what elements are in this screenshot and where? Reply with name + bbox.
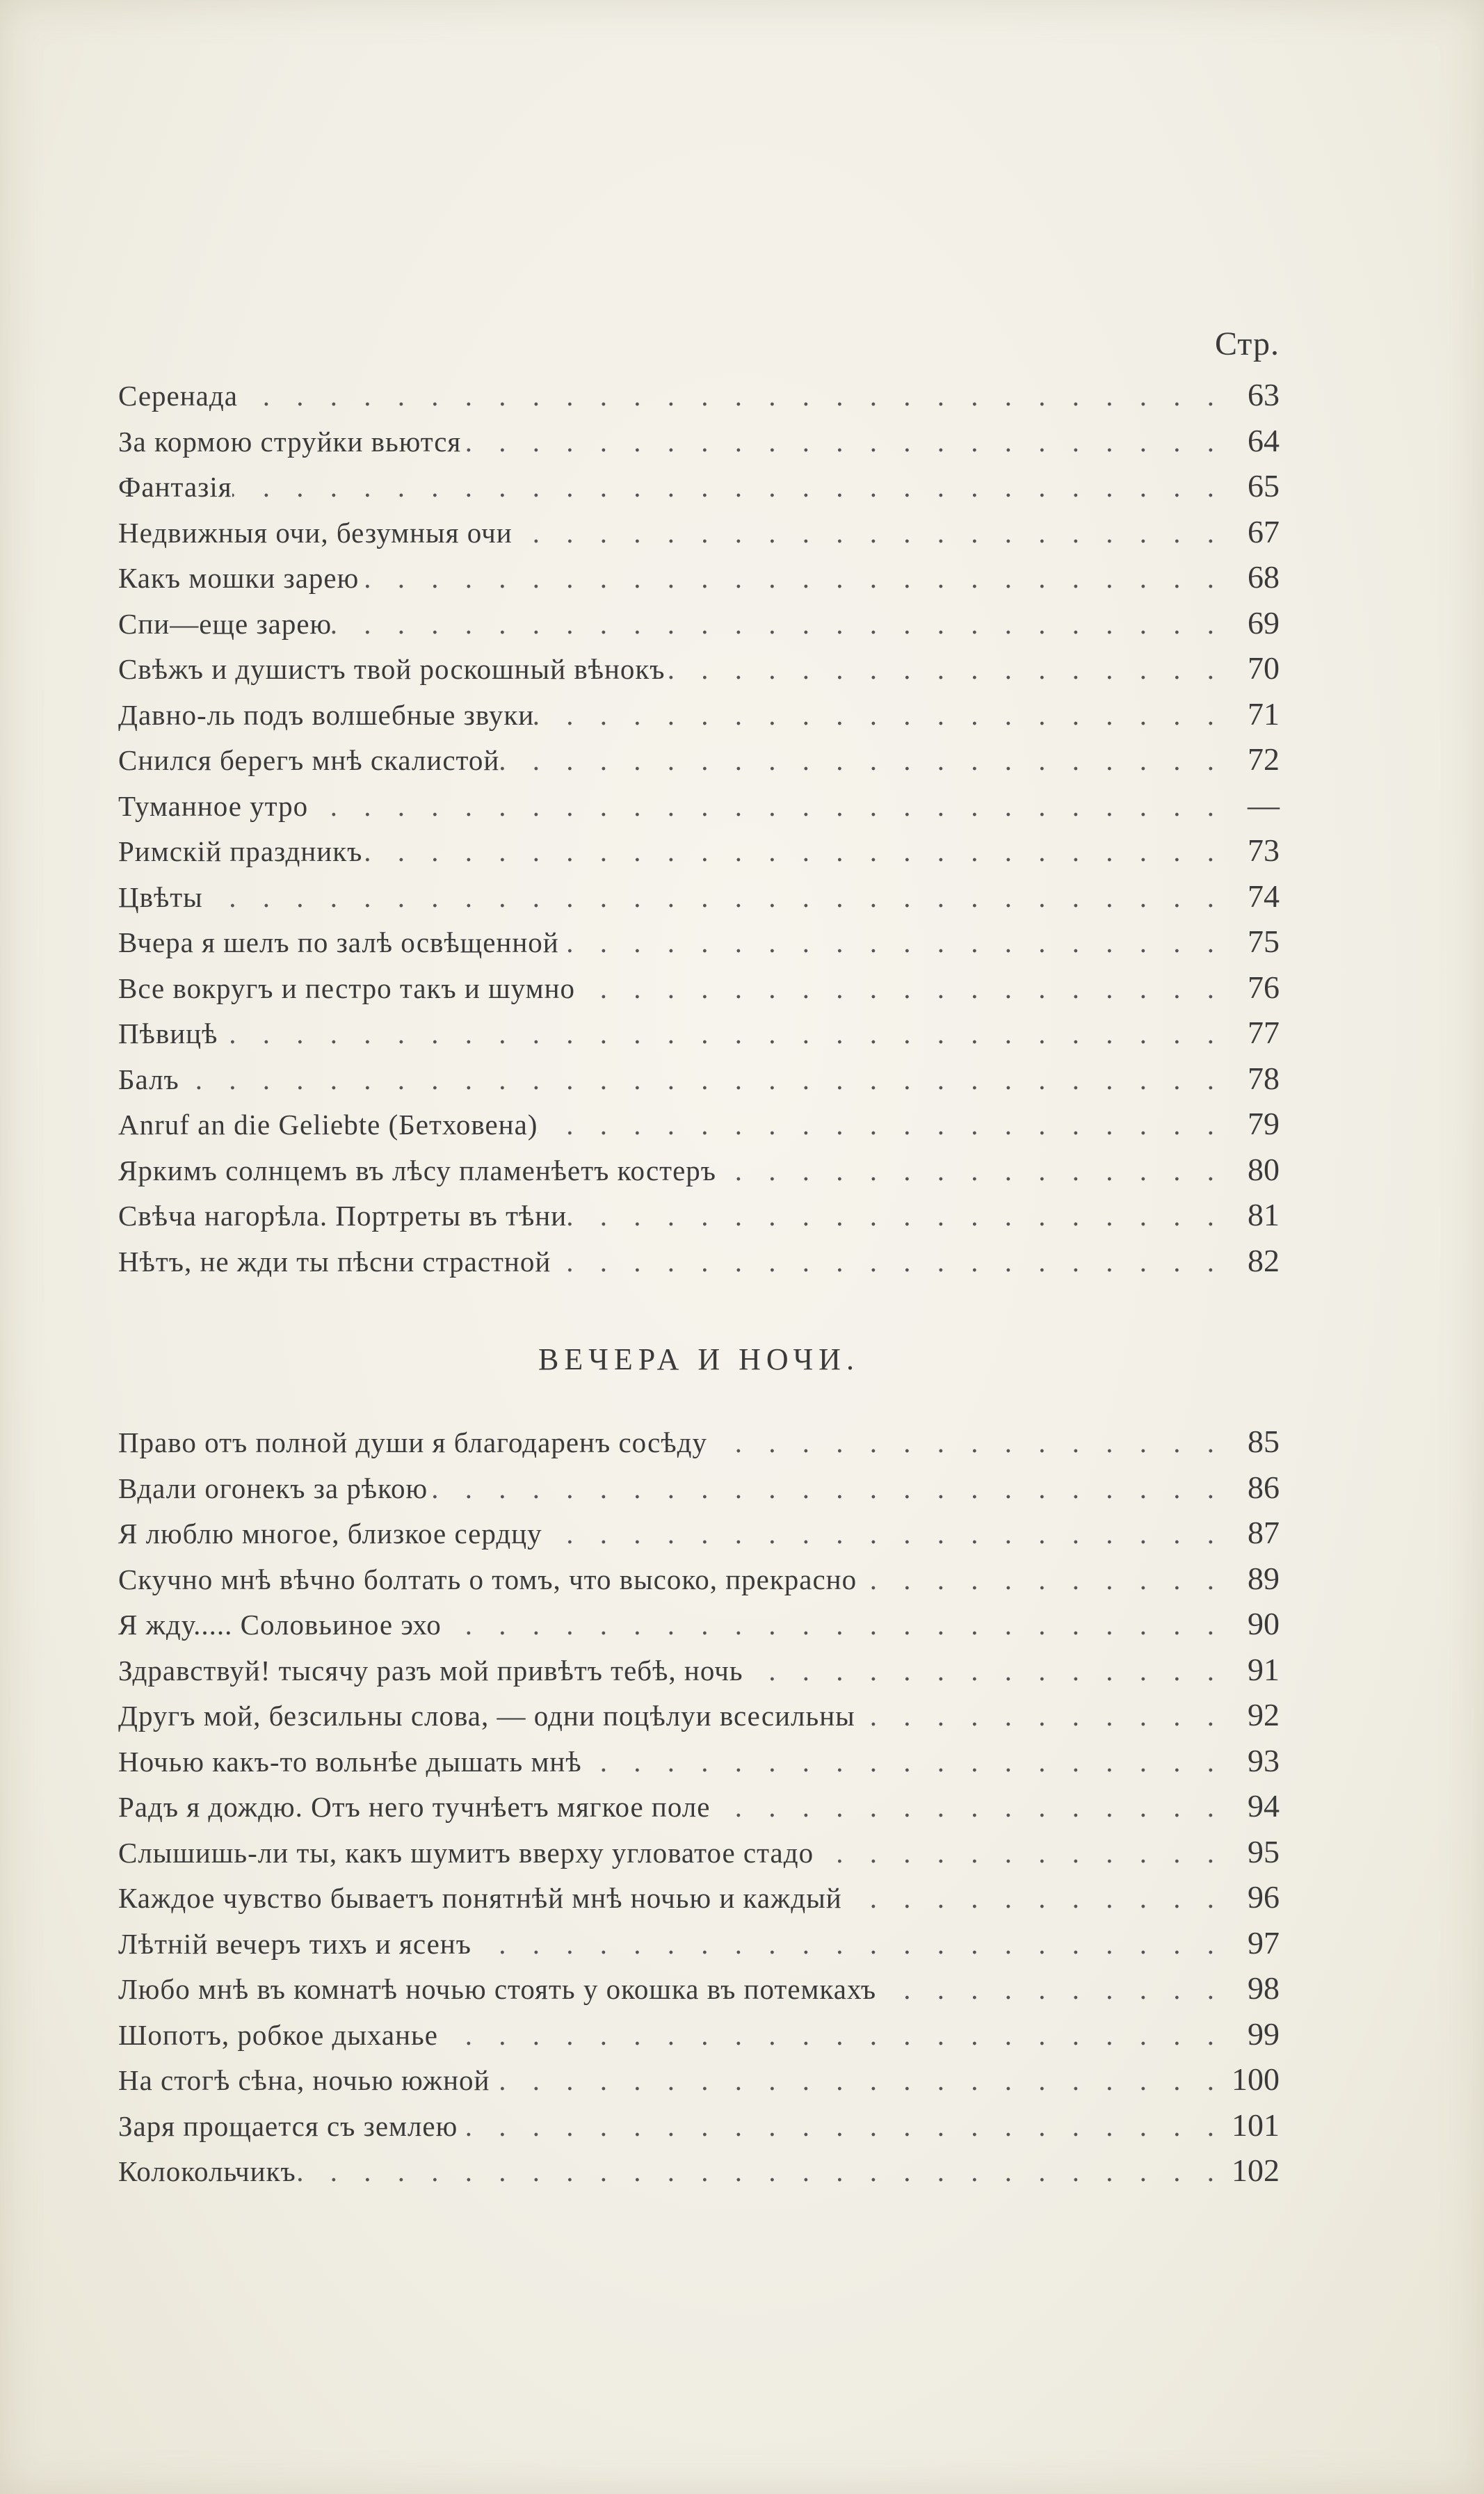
toc-entry <box>118 1829 1280 1875</box>
toc-entry <box>118 1783 1280 1829</box>
entry-title: За кормою струйки вьются <box>118 425 462 458</box>
toc-entry <box>118 965 1280 1011</box>
entry-title: Я люблю многое, близкое сердцу <box>118 1518 542 1550</box>
toc-entry <box>118 418 1280 464</box>
toc-entry <box>118 1601 1280 1647</box>
entry-title: Вдали огонекъ за рѣкою <box>118 1472 428 1504</box>
dot-leader <box>461 419 1231 465</box>
dot-leader <box>359 556 1231 602</box>
entry-title: Туманное утро <box>118 789 309 822</box>
dot-leader <box>438 2013 1231 2059</box>
dot-leader <box>575 966 1231 1012</box>
dot-leader <box>551 1239 1231 1285</box>
dot-leader <box>534 693 1231 739</box>
entry-page-number: 101 <box>1232 2107 1280 2143</box>
toc-entry <box>118 509 1280 555</box>
entry-title: Нѣтъ, не жди ты пѣсни страстной <box>118 1245 551 1278</box>
entry-page-number: 94 <box>1248 1788 1280 1824</box>
dot-leader <box>814 1831 1231 1876</box>
entry-title: Давно-ль подъ волшебные звуки <box>118 698 535 731</box>
entry-page-number: 67 <box>1248 513 1280 549</box>
toc-entry <box>118 1101 1280 1147</box>
entry-page-number: 100 <box>1232 2061 1280 2097</box>
entry-title: Спи—еще зарею <box>118 607 332 640</box>
toc-entry <box>118 2148 1280 2194</box>
dot-leader <box>308 784 1231 830</box>
entry-title: Скучно мнѣ вѣчно болтать о томъ, что высоко, прекрасно <box>118 1563 857 1595</box>
dot-leader <box>855 1693 1231 1739</box>
dot-leader <box>362 829 1231 875</box>
entry-page-number: 102 <box>1232 2153 1280 2188</box>
entry-page-number: 75 <box>1248 924 1280 959</box>
entry-page-number: 93 <box>1248 1742 1280 1778</box>
toc-entry <box>118 1647 1280 1693</box>
toc-entry <box>118 600 1280 646</box>
dot-leader <box>296 2149 1231 2195</box>
dot-leader <box>666 647 1231 693</box>
dot-leader <box>567 1193 1231 1239</box>
entry-page-number: 96 <box>1248 1879 1280 1915</box>
toc-entry <box>118 1147 1280 1193</box>
entry-title: Балъ <box>118 1063 179 1095</box>
toc-entry <box>118 1419 1280 1465</box>
entry-title: Серенада <box>118 380 238 412</box>
page-column-header: Стр. <box>1215 325 1280 362</box>
dot-leader <box>458 2104 1231 2150</box>
entry-title: Здравствуй! тысячу разъ мой привѣтъ тебѣ, ночь <box>118 1654 743 1687</box>
entry-title: Anruf an die Geliebte (Бетховена) <box>118 1109 538 1141</box>
dot-leader <box>582 1739 1231 1785</box>
toc-entry <box>118 1465 1280 1511</box>
toc-entry <box>118 554 1280 600</box>
entry-page-number: 91 <box>1248 1651 1280 1687</box>
entry-page-number: 81 <box>1248 1197 1280 1232</box>
entry-title: Каждое чувство бываетъ понятнѣй мнѣ ночью и каждый <box>118 1882 842 1914</box>
toc-entry <box>118 645 1280 691</box>
entry-title: Другъ мой, безсильны слова, — одни поцѣлуи всесильны <box>118 1700 855 1732</box>
dot-leader <box>490 2058 1231 2104</box>
entry-title: Шопотъ, робкое дыханье <box>118 2018 438 2051</box>
toc-entry <box>118 1692 1280 1738</box>
entry-page-number: 99 <box>1248 2016 1280 2052</box>
entry-page-number: 87 <box>1248 1515 1280 1550</box>
entry-page-number: 97 <box>1248 1924 1280 1961</box>
entry-title: Римскій праздникъ <box>118 835 363 867</box>
dot-leader <box>559 920 1231 966</box>
toc-entry <box>118 1874 1280 1920</box>
dot-leader <box>232 465 1231 510</box>
dot-leader <box>716 1148 1231 1194</box>
dot-leader <box>499 738 1231 784</box>
toc-entry <box>118 691 1280 737</box>
dot-leader <box>179 1057 1231 1103</box>
toc-entry <box>118 372 1280 418</box>
entry-page-number: 63 <box>1248 377 1280 412</box>
entry-page-number: 69 <box>1248 604 1280 641</box>
entry-title: Все вокругъ и пестро такъ и шумно <box>118 972 576 1004</box>
entry-page-number: 80 <box>1248 1151 1280 1187</box>
entry-title: Радъ я дождю. Отъ него тучнѣетъ мягкое поле <box>118 1791 711 1823</box>
entry-page-number: 90 <box>1248 1606 1280 1641</box>
dot-leader <box>203 875 1231 921</box>
toc-section-1 <box>118 372 1280 1283</box>
dot-leader <box>442 1602 1231 1648</box>
entry-title: Вчера я шелъ по залѣ освѣщенной <box>118 926 559 958</box>
dot-leader <box>857 1557 1231 1603</box>
toc-entry <box>118 1556 1280 1602</box>
toc-entry <box>118 919 1280 965</box>
toc-entry <box>118 1238 1280 1284</box>
dot-leader <box>513 510 1231 556</box>
dot-leader <box>538 1102 1231 1148</box>
entry-page-number: 89 <box>1248 1560 1280 1596</box>
dot-leader <box>876 1967 1231 2013</box>
entry-title: На стогѣ сѣна, ночью южной <box>118 2064 490 2096</box>
entry-title: Фантазія <box>118 471 232 503</box>
entry-title: Лѣтній вечеръ тихъ и ясенъ <box>118 1927 471 1960</box>
entry-page-number: 98 <box>1248 1970 1280 2006</box>
dot-leader <box>471 1922 1231 1968</box>
entry-page-number: 73 <box>1248 832 1280 868</box>
entry-title: Недвижныя очи, безумныя очи <box>118 516 513 549</box>
entry-page-number: 78 <box>1248 1060 1280 1096</box>
toc-entry <box>118 1738 1280 1784</box>
toc-entry <box>118 874 1280 919</box>
entry-title: Какъ мошки зарею <box>118 562 360 594</box>
toc-entry <box>118 1965 1280 2011</box>
toc-entry <box>118 1192 1280 1238</box>
entry-title: Пѣвицѣ <box>118 1017 218 1049</box>
entry-page-number: 74 <box>1248 878 1280 914</box>
entry-page-number: 65 <box>1248 468 1280 504</box>
entry-title: Ночью какъ-то вольнѣе дышать мнѣ <box>118 1745 582 1778</box>
entry-title: Свѣжъ и душистъ твой роскошный вѣнокъ <box>118 653 666 685</box>
entry-title: Снился берегъ мнѣ скалистой <box>118 744 500 776</box>
dot-leader <box>710 1785 1231 1831</box>
entry-page-number: 72 <box>1248 741 1280 777</box>
entry-title: Свѣча нагорѣла. Портреты въ тѣни <box>118 1200 567 1232</box>
dot-leader <box>428 1466 1231 1512</box>
toc-entry <box>118 1056 1280 1102</box>
entry-title: Цвѣты <box>118 880 203 913</box>
entry-page-number: 92 <box>1248 1697 1280 1732</box>
dot-leader <box>842 1876 1231 1922</box>
entry-page-number: — <box>1248 787 1280 823</box>
toc-entry <box>118 463 1280 509</box>
toc-entry <box>118 1010 1280 1056</box>
entry-page-number: 86 <box>1248 1469 1280 1505</box>
dot-leader <box>218 1011 1231 1057</box>
entry-page-number: 82 <box>1248 1242 1280 1278</box>
entry-title: Право отъ полной души я благодаренъ сосѣду <box>118 1426 707 1458</box>
toc-entry <box>118 2102 1280 2148</box>
dot-leader <box>238 373 1231 419</box>
entry-page-number: 76 <box>1248 969 1280 1005</box>
entry-title: Слышишь-ли ты, какъ шумитъ вверху угловатое стадо <box>118 1836 814 1869</box>
entry-page-number: 77 <box>1248 1015 1280 1050</box>
entry-title: Яркимъ солнцемъ въ лѣсу пламенѣетъ костеръ <box>118 1154 716 1186</box>
entry-title: Заря прощается съ землею <box>118 2109 458 2142</box>
dot-leader <box>707 1420 1231 1466</box>
entry-page-number: 68 <box>1248 559 1280 595</box>
toc-entry <box>118 828 1280 874</box>
toc-section-2 <box>118 1419 1280 2194</box>
dot-leader <box>332 602 1231 647</box>
toc-entry <box>118 1920 1280 1966</box>
toc-entry <box>118 2057 1280 2102</box>
entry-page-number: 70 <box>1248 650 1280 686</box>
entry-page-number: 95 <box>1248 1833 1280 1869</box>
entry-title: Любо мнѣ въ комнатѣ ночью стоять у окошка въ потемкахъ <box>118 1973 877 2005</box>
entry-page-number: 71 <box>1248 695 1280 732</box>
dot-leader <box>542 1511 1231 1557</box>
table-of-contents <box>118 316 1280 2194</box>
entry-page-number: 85 <box>1248 1424 1280 1459</box>
dot-leader <box>743 1648 1231 1694</box>
toc-entry <box>118 1510 1280 1556</box>
section-heading: ВЕЧЕРА И НОЧИ. <box>538 1342 860 1376</box>
entry-title: Я жду..... Соловьиное эхо <box>118 1609 442 1641</box>
toc-entry <box>118 782 1280 828</box>
entry-page-number: 64 <box>1248 422 1280 458</box>
entry-title: Колокольчикъ <box>118 2155 296 2187</box>
toc-entry <box>118 737 1280 782</box>
entry-page-number: 79 <box>1248 1106 1280 1141</box>
toc-entry <box>118 2011 1280 2057</box>
